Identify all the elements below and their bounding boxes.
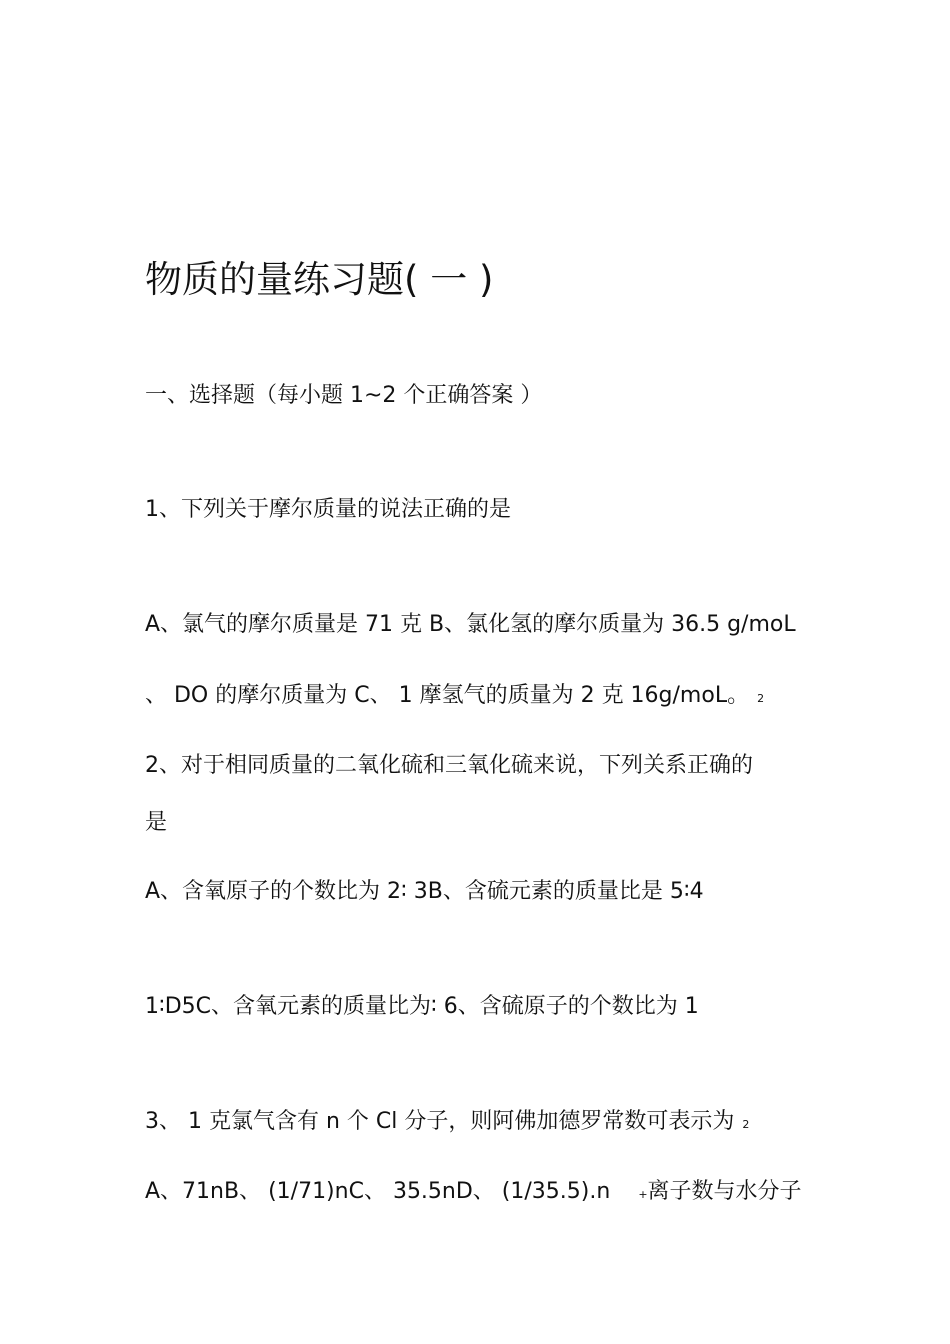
document-title: 物质的量练习题( 一 ) <box>145 258 494 301</box>
question-2-options-line-2: 1∶D5C、含氧元素的质量比为∶ 6、含硫原子的个数比为 1 <box>145 994 699 1019</box>
question-1-options-line-2-text: 、 DO 的摩尔质量为 C、 1 摩氢气的质量为 2 克 16g/moL。 <box>145 683 750 708</box>
superscript-plus: + <box>638 1188 648 1201</box>
question-2-options-line-1: A、含氧原子的个数比为 2∶ 3B、含硫元素的质量比是 5∶4 <box>145 879 704 904</box>
subscript-2: 2 <box>742 1118 750 1131</box>
question-3-options <box>145 1177 802 1210</box>
question-3-stem-text: 3、 1 克氯气含有 n 个 Cl 分子，则阿佛加德罗常数可表示为 <box>145 1109 735 1134</box>
question-1-options-line-2 <box>145 681 764 714</box>
question-2-stem-line-2: 是 <box>145 810 168 835</box>
subscript-2: 2 <box>757 692 765 705</box>
question-1-stem: 1、下列关于摩尔质量的说法正确的是 <box>145 497 511 522</box>
question-3-options-text: A、71nB、 (1/71)nC、 35.5nD、 (1/35.5).n <box>145 1179 611 1204</box>
section-heading: 一、选择题（每小题 1~2 个正确答案 ） <box>145 383 543 408</box>
question-1-options-line-1: A、氯气的摩尔质量是 71 克 B、氯化氢的摩尔质量为 36.5 g/moL <box>145 612 796 637</box>
question-2-stem-line-1: 2、对于相同质量的二氧化硫和三氧化硫来说，下列关系正确的 <box>145 753 753 778</box>
question-3-options-tail: 离子数与水分子 <box>647 1179 802 1204</box>
question-3-stem <box>145 1107 749 1140</box>
